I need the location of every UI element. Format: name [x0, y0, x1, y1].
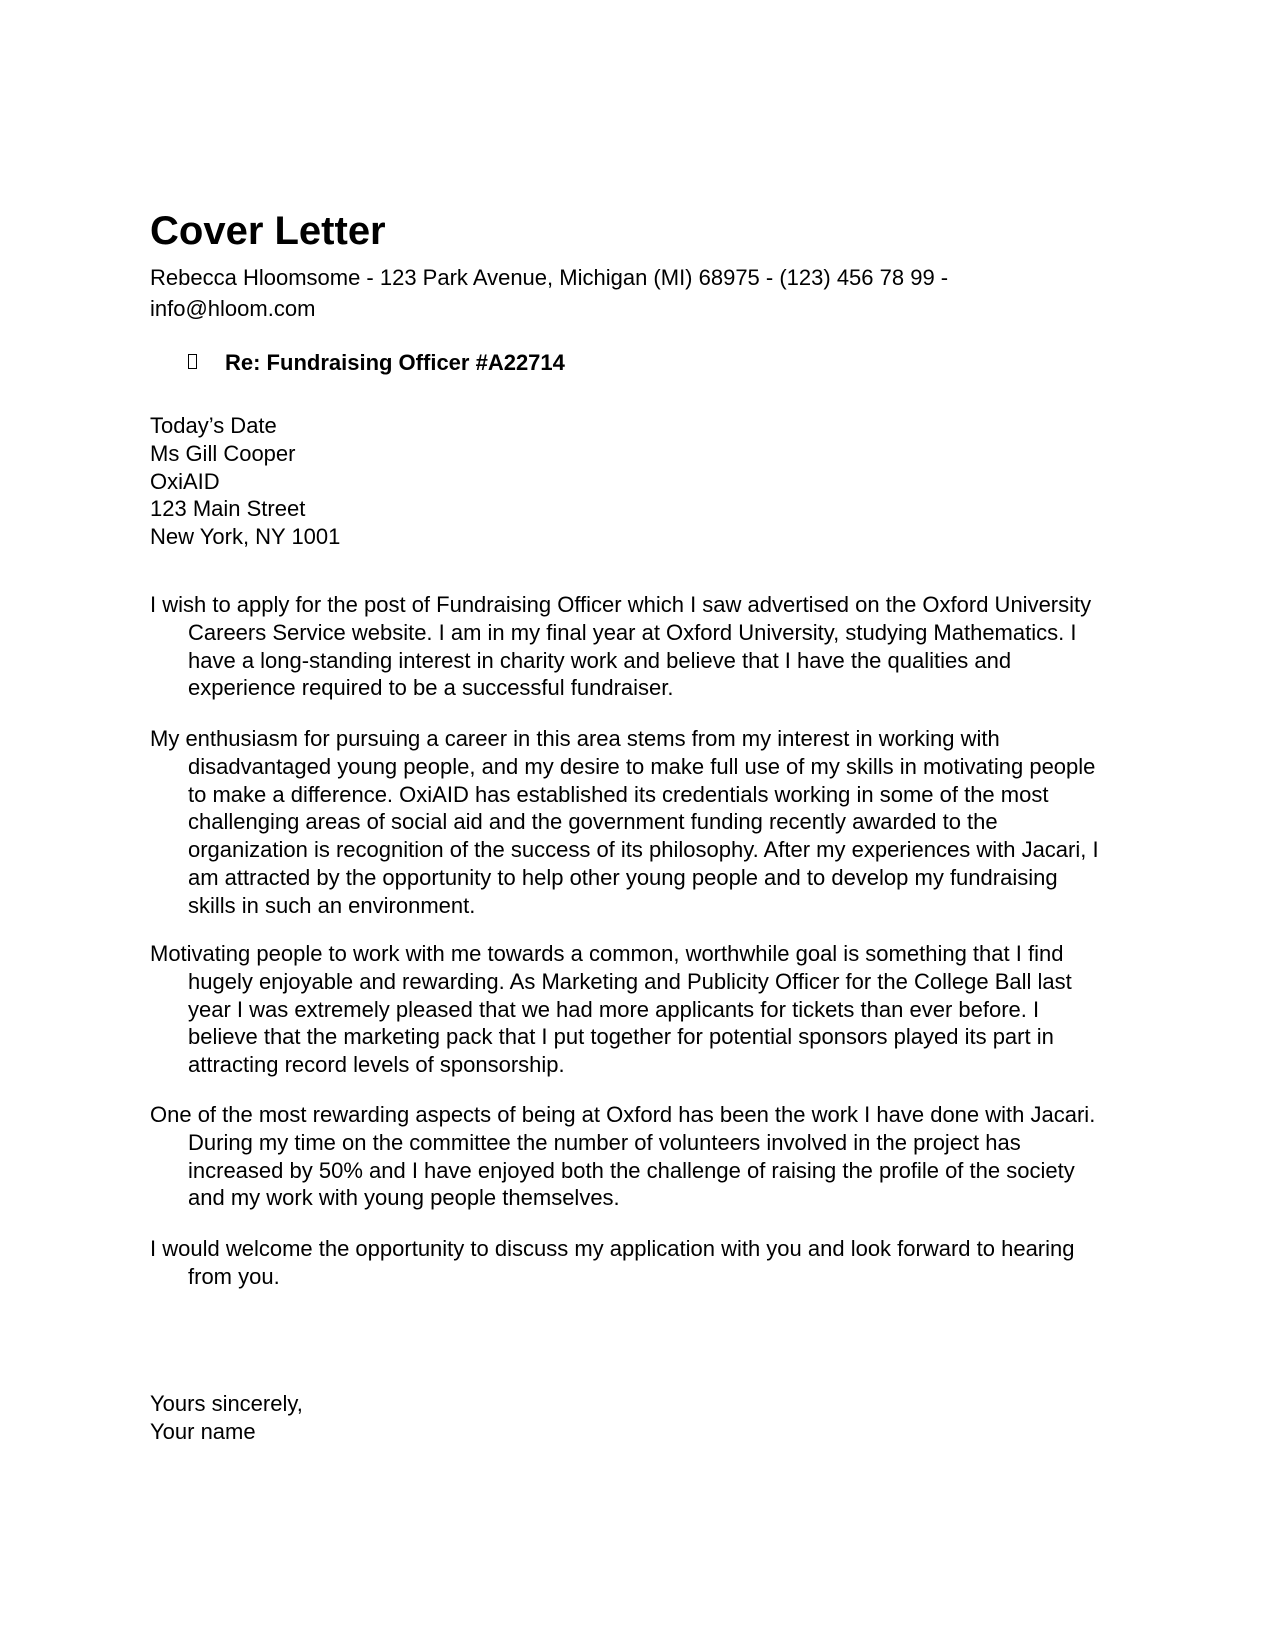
recipient-name: Ms Gill Cooper [150, 440, 296, 466]
body-paragraph-1: I wish to apply for the post of Fundraising Officer which I saw advertised on the Oxford University Careers Service website. I am in my final year at Oxford University, studying Mathematics. I have a long-standing interest in charity work and believe that I have the qualities and experience required to be a successful fundraiser. [150, 592, 1092, 701]
body-paragraph-5: I would welcome the opportunity to discuss my application with you and look forward to hearing from you. [150, 1236, 1075, 1289]
body-paragraph-4: One of the most rewarding aspects of being at Oxford has been the work I have done with Jacari. During my time on the committee the number of volunteers involved in the project has increased by 50% and I have enjoyed both the challenge of raising the profile of the society and my work with young people themselves. [150, 1102, 1096, 1211]
contact-line: Rebecca Hloomsome - 123 Park Avenue, Michigan (MI) 68975 - (123) 456 78 99 - info@hloom.com [150, 265, 949, 321]
recipient-address [150, 412, 340, 551]
closing-salutation: Yours sincerely, [150, 1391, 303, 1416]
reference-text: Re: Fundraising Officer #A22714 [225, 350, 565, 375]
recipient-city: New York, NY 1001 [150, 524, 341, 550]
letter-closing [150, 1390, 303, 1446]
recipient-street: 123 Main Street [150, 496, 306, 522]
body-paragraph-3: Motivating people to work with me towards a common, worthwhile goal is something that I find hugely enjoyable and rewarding. As Marketing and Publicity Officer for the College Ball last year I was extremely pleased that we had more applicants for tickets than ever before. I believe that the marketing pack that I put together for potential sponsors played its part in attracting record levels of sponsorship. [150, 941, 1072, 1078]
letter-date: Today’s Date [150, 413, 277, 438]
body-paragraph-2: My enthusiasm for pursuing a career in this area stems from my interest in working with disadvantaged young people, and my desire to make full use of my skills in motivating people to make a difference. OxiAID has established its credentials working in some of the most challenging areas of social aid and the government funding recently awarded to the organization is recognition of the success of its philosophy. After my experiences with Jacari, I am attracted by the opportunity to help other young people and to develop my fundraising skills in such an environment. [150, 726, 1099, 918]
signature-name: Your name [150, 1418, 256, 1444]
recipient-company: OxiAID [150, 468, 220, 494]
page-title: Cover Letter [150, 209, 386, 253]
bullet-box-icon [188, 354, 197, 369]
